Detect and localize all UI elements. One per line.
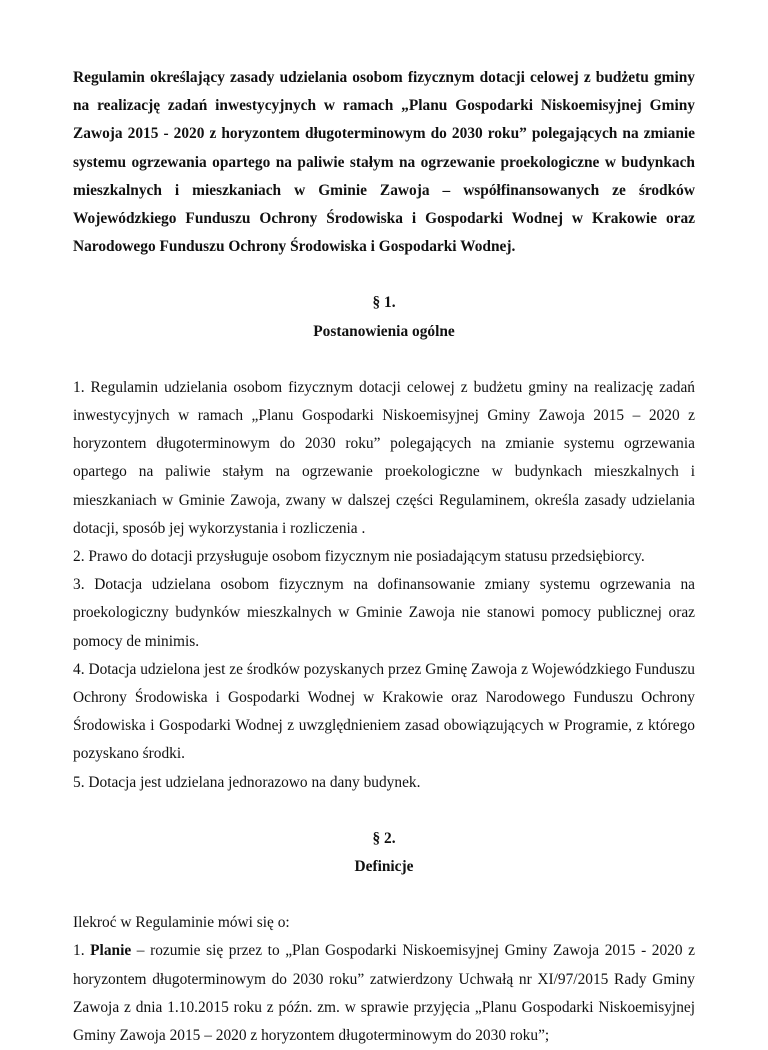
section-2-number: § 2. xyxy=(372,829,396,847)
spacer xyxy=(73,346,695,374)
document-title: Regulamin określający zasady udzielania osobom fizycznym dotacji celowej z budżetu gminy na realizację zadań inwestycyjnych w ramach „Planu Gospodarki Niskoemisyjnej Gminy Zawoja 2015 - 2020 z horyzontem długoterminowym do 2030 roku” polegających na zmianie systemu ogrzewania opartego na paliwie stałym na ogrzewanie proekologiczne w budynkach mieszkalnych i mieszkaniach w Gminie Zawoja – współfinansowanych ze środków Wojewódzkiego Funduszu Ochrony Środowiska i Gospodarki Wodnej w Krakowie oraz Narodowego Funduszu Ochrony Środowiska i Gospodarki Wodnej. xyxy=(73,69,695,256)
section-1-heading: Postanowienia ogólne xyxy=(313,322,455,340)
spacer xyxy=(73,881,695,909)
section-2-item-1-text: – rozumie się przez to „Plan Gospodarki Niskoemisyjnej Gminy Zawoja 2015 - 2020 z horyzontem długoterminowym do 2030 roku” zatwierdzony Uchwałą nr XI/97/2015 Rady Gminy Zawoja z dnia 1.10.2015 roku z późn. zm. w sprawie przyjęcia „Planu Gospodarki Niskoemisyjnej Gminy Zawoja 2015 – 2020 z horyzontem długoterminowym do 2030 roku”; xyxy=(73,942,695,1045)
spacer xyxy=(73,797,695,825)
section-1-item-1: 1. Regulamin udzielania osobom fizycznym dotacji celowej z budżetu gminy na realizację zadań inwestycyjnych w ramach „Planu Gospodarki Niskoemisyjnej Gminy Zawoja 2015 – 2020 z horyzontem długoterminowym do 2030 roku” polegających na zmianie systemu ogrzewania opartego na paliwie stałym na ogrzewanie proekologiczne w budynkach mieszkalnych i mieszkaniach w Gminie Zawoja, zwany w dalszej części Regulaminem, określa zasady udzielania dotacji, sposób jej wykorzystania i rozliczenia . xyxy=(73,378,695,537)
section-1-number: § 1. xyxy=(372,294,396,312)
section-2-item-1-number: 1. xyxy=(73,942,85,960)
spacer xyxy=(73,261,695,289)
section-1-item-5: 5. Dotacja jest udzielana jednorazowo na dany budynek. xyxy=(73,773,421,791)
section-2-item-1-term: Planie xyxy=(90,942,132,960)
section-1-item-4: 4. Dotacja udzielona jest ze środków pozyskanych przez Gminę Zawoja z Wojewódzkiego Funduszu Ochrony Środowiska i Gospodarki Wodnej w Krakowie oraz Narodowego Funduszu Ochrony Środowiska i Gospodarki Wodnej z uwzględnieniem zasad obowiązujących w Programie, z którego pozyskano środki. xyxy=(73,660,695,763)
section-1-item-3: 3. Dotacja udzielana osobom fizycznym na dofinansowanie zmiany systemu ogrzewania na proekologiczny budynków mieszkalnych w Gminie Zawoja nie stanowi pomocy publicznej oraz pomocy de minimis. xyxy=(73,576,695,650)
section-2-heading: Definicje xyxy=(354,858,414,876)
section-2-intro: Ilekroć w Regulaminie mówi się o: xyxy=(73,914,290,932)
section-1-item-2: 2. Prawo do dotacji przysługuje osobom fizycznym nie posiadającym statusu przedsiębiorcy. xyxy=(73,548,645,566)
